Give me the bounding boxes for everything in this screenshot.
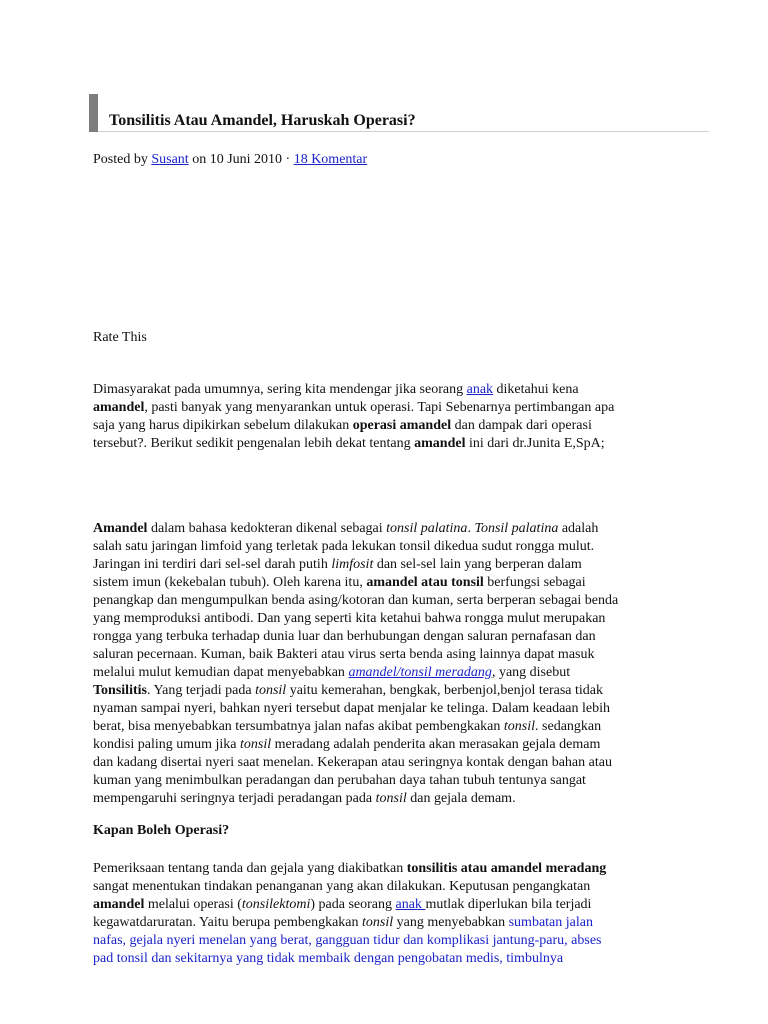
text-run: , yang disebut xyxy=(491,665,571,680)
text-run: melalui mulut kemudian dapat menyebabkan xyxy=(93,665,349,680)
text-run: Jaringan ini terdiri dari sel-sel darah putih xyxy=(93,557,332,572)
section-heading: Kapan Boleh Operasi? xyxy=(93,823,230,838)
text-run: . Yang terjadi pada xyxy=(146,683,256,698)
text-run: yaitu kemerahan, bengkak, berbenjol,benjol terasa tidak xyxy=(286,683,604,698)
text-run: saja yang harus dipikirkan sebelum dilakukan xyxy=(93,418,353,433)
section2-line-2: sangat menentukan tindakan penanganan yang akan dilakukan. Keputusan pengangkatan xyxy=(93,879,591,894)
text-run: ) pada seorang xyxy=(310,897,396,912)
byline xyxy=(93,150,367,170)
body-line-10 xyxy=(93,682,693,700)
text-run: . sedangkan xyxy=(535,719,602,734)
body-paragraph xyxy=(93,520,693,808)
intro-line-4 xyxy=(93,435,693,453)
body-line-6: yang memproduksi antibodi. Dan yang seperti kita ketahui bahwa rongga mulut merupakan xyxy=(93,611,606,626)
section2-paragraph xyxy=(93,860,693,968)
highlighted-text: sumbatan jalan xyxy=(508,915,593,930)
bold-term: amandel atau tonsil xyxy=(366,575,484,590)
bold-term: tonsilitis atau amandel meradang xyxy=(406,861,607,876)
tonsil-meradang-link[interactable]: amandel/tonsil meradang xyxy=(348,665,492,680)
body-line-1 xyxy=(93,520,693,538)
body-line-8: saluran pecernaan. Kuman, baik Bakteri atau virus serta benda asing lainnya dapat masuk xyxy=(93,647,595,662)
text-run: dan sel-sel lain yang berperan dalam xyxy=(373,557,582,572)
bold-term: Tonsilitis xyxy=(93,683,147,698)
rate-this-label: Rate This xyxy=(93,330,147,345)
body-line-16 xyxy=(93,790,693,808)
italic-term: tonsil xyxy=(255,683,287,698)
text-run: meradang adalah penderita akan merasakan gejala demam xyxy=(271,737,601,752)
title-divider xyxy=(98,131,709,132)
text-run: kondisi paling umum jika xyxy=(93,737,240,752)
intro-paragraph xyxy=(93,381,693,453)
section2-line-3 xyxy=(93,896,693,914)
intro-line-1 xyxy=(93,381,693,399)
text-run: dalam bahasa kedokteran dikenal sebagai xyxy=(147,521,387,536)
bold-term: amandel xyxy=(414,436,466,451)
author-link[interactable]: Susant xyxy=(151,152,189,167)
byline-prefix: Posted by xyxy=(93,152,152,167)
anak-link[interactable]: anak xyxy=(466,382,494,397)
text-run: sistem imun (kekebalan tubuh). Oleh karena itu, xyxy=(93,575,367,590)
section2-line-4 xyxy=(93,914,693,932)
text-run: ini dari dr.Junita E,SpA; xyxy=(465,436,605,451)
italic-term: tonsil palatina xyxy=(386,521,468,536)
text-run: berfungsi sebagai xyxy=(483,575,586,590)
section2-line-6: pad tonsil dan sekitarnya yang tidak membaik dengan pengobatan medis, timbulnya xyxy=(93,951,564,966)
text-run: dan dampak dari operasi xyxy=(451,418,592,433)
text-run: berat, bisa menyebabkan tersumbatnya jalan nafas akibat pembengkakan xyxy=(93,719,504,734)
body-line-7: rongga yang terbuka terhadap dunia luar dan berhubungan dengan saluran pernafasan dan xyxy=(93,629,596,644)
body-line-12 xyxy=(93,718,693,736)
bold-term: Amandel xyxy=(93,521,148,536)
text-run: , pasti banyak yang menyarankan untuk operasi. Tapi Sebenarnya pertimbangan apa xyxy=(144,400,615,415)
page-title: Tonsilitis Atau Amandel, Haruskah Operasi? xyxy=(109,112,416,129)
intro-line-2 xyxy=(93,399,693,417)
body-line-13 xyxy=(93,736,693,754)
bold-term: amandel xyxy=(93,400,145,415)
body-line-5: penangkap dan mengumpulkan benda asing/kotoran dan kuman, serta berperan sebagai benda xyxy=(93,593,619,608)
text-run: kegawatdaruratan. Yaitu berupa pembengkakan xyxy=(93,915,363,930)
italic-term: tonsil xyxy=(362,915,394,930)
intro-line-3 xyxy=(93,417,693,435)
title-accent-bar xyxy=(89,94,98,132)
text-run: Pemeriksaan tentang tanda dan gejala yang diakibatkan xyxy=(93,861,407,876)
body-line-4 xyxy=(93,574,693,592)
body-line-3 xyxy=(93,556,693,574)
article-header xyxy=(89,94,709,132)
italic-term: tonsil xyxy=(375,791,407,806)
italic-term: Tonsil palatina xyxy=(474,521,559,536)
italic-term: limfosit xyxy=(331,557,374,572)
text-run: adalah xyxy=(558,521,599,536)
post-date: on 10 Juni 2010 · xyxy=(188,152,294,167)
bold-term: operasi amandel xyxy=(352,418,452,433)
anak-link-2[interactable]: anak xyxy=(395,897,426,912)
text-run: yang menyebabkan xyxy=(393,915,509,930)
italic-term: tonsilektomi xyxy=(241,897,311,912)
text-run: diketahui kena xyxy=(493,382,579,397)
bold-term: amandel xyxy=(93,897,145,912)
italic-term: tonsil xyxy=(503,719,536,734)
text-run: dan gejala demam. xyxy=(406,791,516,806)
section2-line-1 xyxy=(93,860,693,878)
italic-term: tonsil xyxy=(240,737,272,752)
text-run: melalui operasi ( xyxy=(144,897,242,912)
text-run: mutlak diperlukan bila terjadi xyxy=(425,897,592,912)
section2-line-5: nafas, gejala nyeri menelan yang berat, gangguan tidur dan komplikasi jantung-paru, abses xyxy=(93,933,602,948)
body-line-2: salah satu jaringan limfoid yang terletak pada lekukan tonsil dikedua sudut rongga mulut. xyxy=(93,539,595,554)
text-run: tersebut?. Berikut sedikit pengenalan lebih dekat tentang xyxy=(93,436,415,451)
text-run: Dimasyarakat pada umumnya, sering kita mendengar jika seorang xyxy=(93,382,467,397)
body-line-15: kuman yang menimbulkan peradangan dan perubahan daya tahan tubuh tentunya sangat xyxy=(93,773,586,788)
body-line-14: dan kadang disertai nyeri saat menelan. Kekerapan atau seringnya kontak dengan bahan atau xyxy=(93,755,612,770)
text-run: mempengaruhi seringnya terjadi peradangan pada xyxy=(93,791,376,806)
text-run: . xyxy=(467,521,475,536)
comments-link[interactable]: 18 Komentar xyxy=(293,152,368,167)
body-line-9 xyxy=(93,664,693,682)
body-line-11: nyaman sampai nyeri, bahkan nyeri tersebut dapat menjalar ke telinga. Dalam keadaan lebih xyxy=(93,701,611,716)
